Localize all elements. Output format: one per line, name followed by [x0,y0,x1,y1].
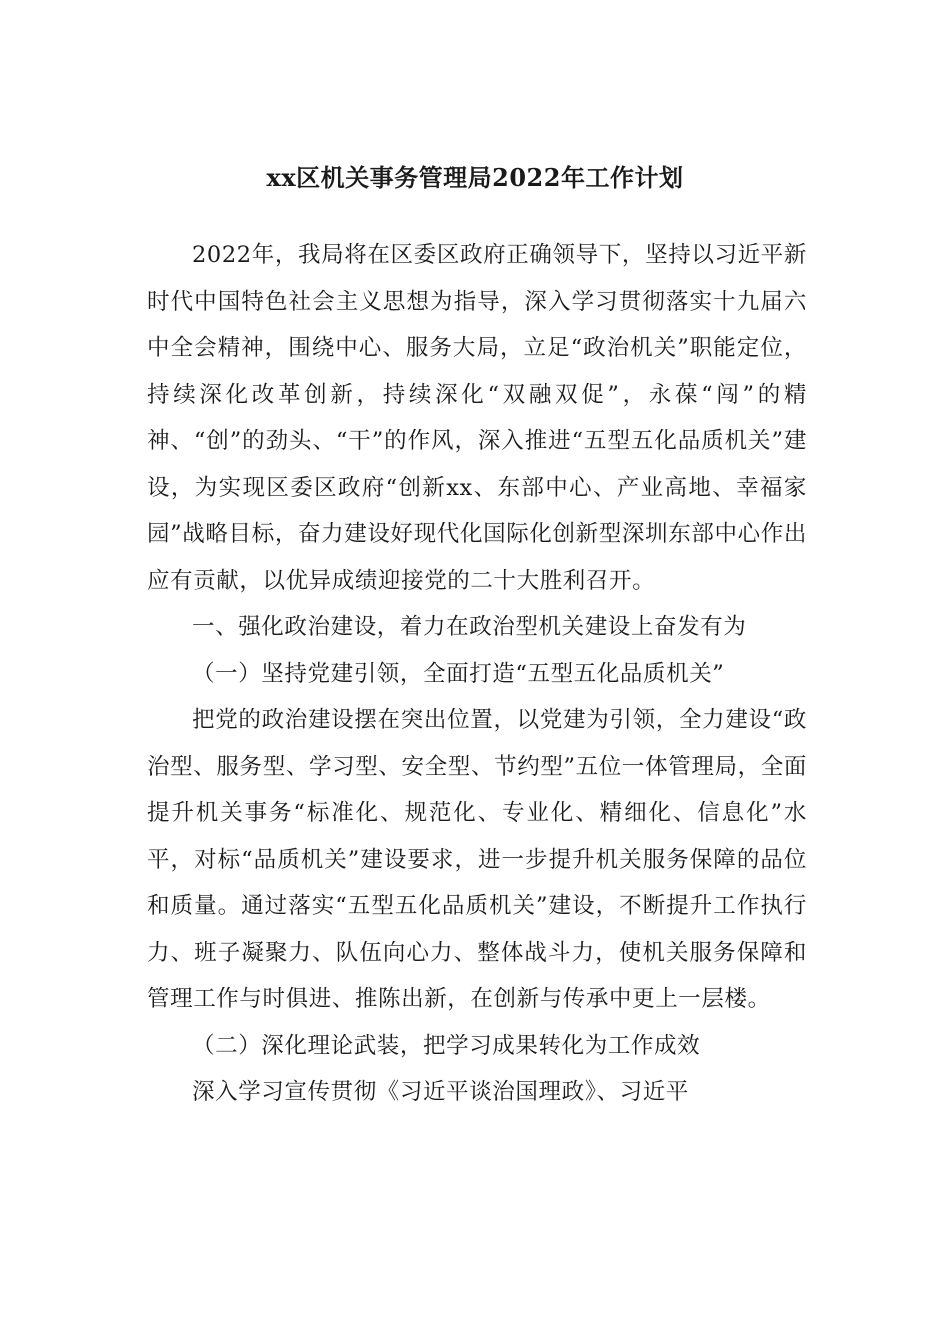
document-title: xx区机关事务管理局2022年工作计划 [266,163,684,192]
subsection-2-paragraph: 深入学习宣传贯彻《习近平谈治国理政》、习近平 [192,1079,689,1105]
subsection-1-paragraph: 把党的政治建设摆在突出位置，以党建为引领，全力建设“政治型、服务型、学习型、安全型、节约型”五位一体管理局，全面提升机关事务“标准化、规范化、专业化、精细化、信息化”水平，对标“品质机关”建设要求，进一步提升机关服务保障的品位和质量。通过落实“五型五化品质机关”建设，不断提升工作执行力、班子凝聚力、队伍向心力、整体战斗力，使机关服务保障和管理工作与时俱进、推陈出新，在创新与传承中更上一层楼。 [147,707,807,1012]
subsection-1-heading: （一）坚持党建引领，全面打造“五型五化品质机关” [192,660,725,687]
document-body [147,232,807,1116]
subsection-2-heading: （二）深化理论武装，把学习成果转化为工作成效 [192,1032,701,1059]
intro-paragraph: 2022年，我局将在区委区政府正确领导下，坚持以习近平新时代中国特色社会主义思想为指导，深入学习贯彻落实十九届六中全会精神，围绕中心、服务大局，立足“政治机关”职能定位，持续深化改革创新，持续深化“双融双促”，永葆“闯”的精神、“创”的劲头、“干”的作风，深入推进“五型五化品质机关”建设，为实现区委区政府“创新xx、东部中心、产业高地、幸福家园”战略目标，奋力建设好现代化国际化创新型深圳东部中心作出应有贡献，以优异成绩迎接党的二十大胜利召开。 [147,242,807,594]
section-1-heading: 一、强化政治建设，着力在政治型机关建设上奋发有为 [192,614,747,640]
